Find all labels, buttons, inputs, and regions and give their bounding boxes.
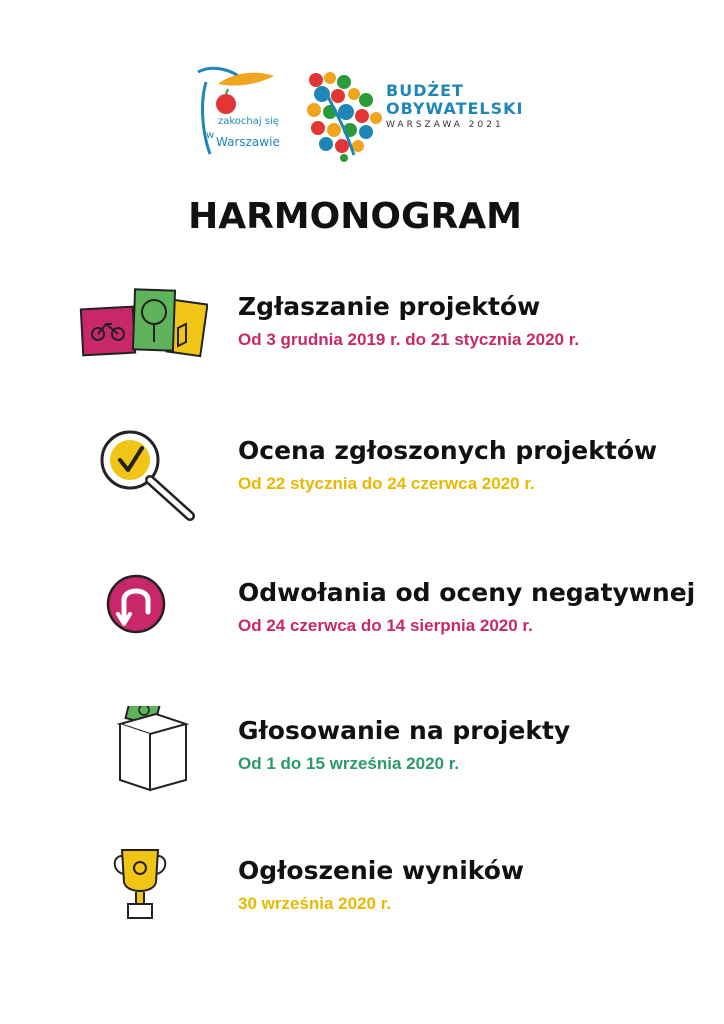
step-name: Odwołania od oceny negatywnej [238, 578, 696, 607]
step-name: Zgłaszanie projektów [238, 292, 541, 321]
step-results [0, 846, 724, 966]
step-date: Od 22 stycznia do 24 czerwca 2020 r. [238, 474, 535, 493]
budget-logo-line2: OBYWATELSKI [386, 99, 524, 118]
page-title: HARMONOGRAM [188, 196, 522, 237]
step-name: Ocena zgłoszonych projektów [238, 436, 658, 465]
step-voting [0, 706, 724, 826]
step-appeals [0, 568, 724, 688]
u-turn-sign-icon [78, 568, 208, 678]
step-date: Od 24 czerwca do 14 sierpnia 2020 r. [238, 616, 533, 635]
step-date: Od 1 do 15 września 2020 r. [238, 754, 460, 773]
budget-logo-mark [304, 70, 384, 162]
budget-logo-line1: BUDŻET [386, 81, 464, 100]
project-cards-icon [78, 282, 208, 392]
budget-logo-text [386, 82, 524, 130]
step-date: Od 3 grudnia 2019 r. do 21 stycznia 2020 r. [238, 330, 580, 349]
step-evaluation [0, 426, 724, 546]
ballot-box-icon [78, 706, 208, 816]
budget-logo-line3: WARSZAWA 2021 [386, 120, 504, 130]
svg-text:Warszawie: Warszawie [216, 135, 280, 149]
warsaw-logo [188, 62, 288, 162]
logos-header [0, 0, 724, 170]
trophy-icon [78, 846, 208, 956]
magnifier-check-icon [78, 426, 208, 536]
step-date: 30 września 2020 r. [238, 894, 392, 913]
step-name: Ogłoszenie wyników [238, 856, 524, 885]
svg-text:w: w [206, 130, 215, 141]
svg-text:zakochaj się: zakochaj się [218, 116, 279, 127]
step-name: Głosowanie na projekty [238, 716, 571, 745]
step-submission [0, 282, 724, 402]
